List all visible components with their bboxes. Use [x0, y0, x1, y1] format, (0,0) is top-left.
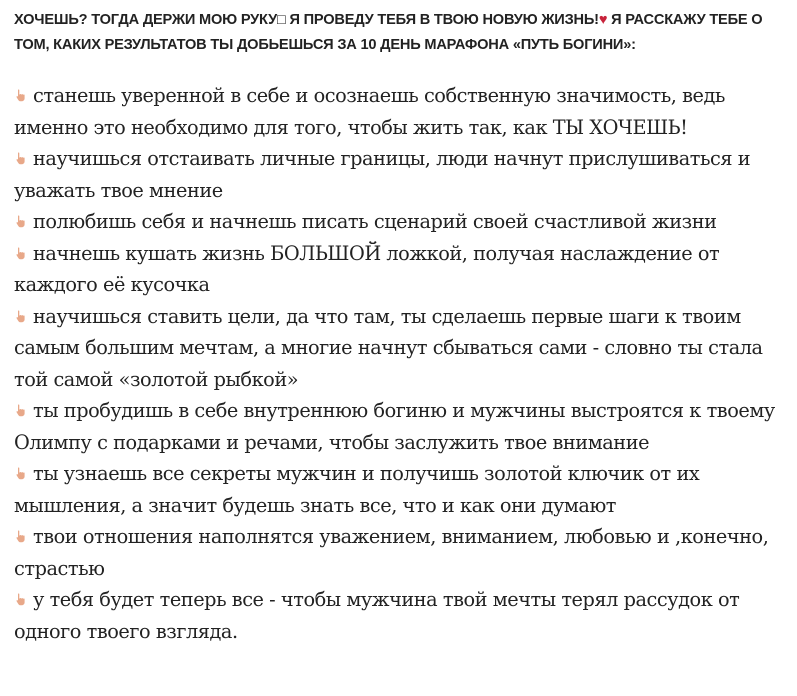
list-item-text: научишься ставить цели, да что там, ты сделаешь первые шаги к твоим самым большим мечтам, а многие начнут сбываться сами - словно ты стала той самой «золотой рыбкой»	[14, 304, 763, 391]
pointing-hand-icon	[14, 87, 30, 103]
pointing-hand-icon	[14, 591, 30, 607]
list-item-text: у тебя будет теперь все - чтобы мужчина твой мечты терял рассудок от одного твоего взгляда.	[14, 588, 740, 643]
list-item-text: полюбишь себя и начнешь писать сценарий своей счастливой жизни	[33, 210, 717, 233]
pointing-hand-icon	[14, 245, 30, 261]
list-item-text: начнешь кушать жизнь БОЛЬШОЙ ложкой, получая наслаждение от каждого её кусочка	[14, 241, 720, 296]
list-item	[14, 238, 775, 301]
heart-icon: ♥	[598, 12, 608, 28]
pointing-hand-icon	[14, 465, 30, 481]
list-item-text: ты пробудишь в себе внутреннюю богиню и мужчины выстроятся к твоему Олимпу с подарками и речами, чтобы заслужить твое внимание	[14, 399, 775, 454]
list-item-text: твои отношения наполнятся уважением, вниманием, любовью и ,конечно, страстью	[14, 525, 769, 580]
intro-heading	[14, 8, 775, 58]
list-item-text: станешь уверенной в себе и осознаешь собственную значимость, ведь именно это необходимо для того, чтобы жить так, как ТЫ ХОЧЕШЬ!	[14, 84, 725, 139]
benefits-list	[14, 80, 775, 647]
missing-glyph: □	[277, 12, 286, 28]
pointing-hand-icon	[14, 213, 30, 229]
intro-text-part1: ХОЧЕШЬ? ТОГДА ДЕРЖИ МОЮ РУКУ	[14, 12, 278, 28]
intro-text-part3: Я РАССКАЖУ ТЕБЕ О ТОМ, КАКИХ РЕЗУЛЬТАТОВ ТЫ ДОБЬЕШЬСЯ ЗА 10 ДЕНЬ МАРАФОНА «ПУТЬ БОГИНИ»:	[14, 12, 763, 53]
list-item	[14, 521, 775, 584]
list-item-text: научишься отстаивать личные границы, люди начнут прислушиваться и уважать твое мнение	[14, 147, 751, 202]
pointing-hand-icon	[14, 528, 30, 544]
pointing-hand-icon	[14, 402, 30, 418]
list-item	[14, 80, 775, 143]
pointing-hand-icon	[14, 150, 30, 166]
list-item	[14, 301, 775, 396]
pointing-hand-icon	[14, 308, 30, 324]
list-item	[14, 458, 775, 521]
list-item	[14, 206, 775, 238]
list-item	[14, 395, 775, 458]
intro-text-part2: Я ПРОВЕДУ ТЕБЯ В ТВОЮ НОВУЮ ЖИЗНЬ!	[285, 12, 599, 28]
list-item-text: ты узнаешь все секреты мужчин и получишь золотой ключик от их мышления, а значит будешь знать все, что и как они думают	[14, 462, 700, 517]
list-item	[14, 584, 775, 647]
list-item	[14, 143, 775, 206]
